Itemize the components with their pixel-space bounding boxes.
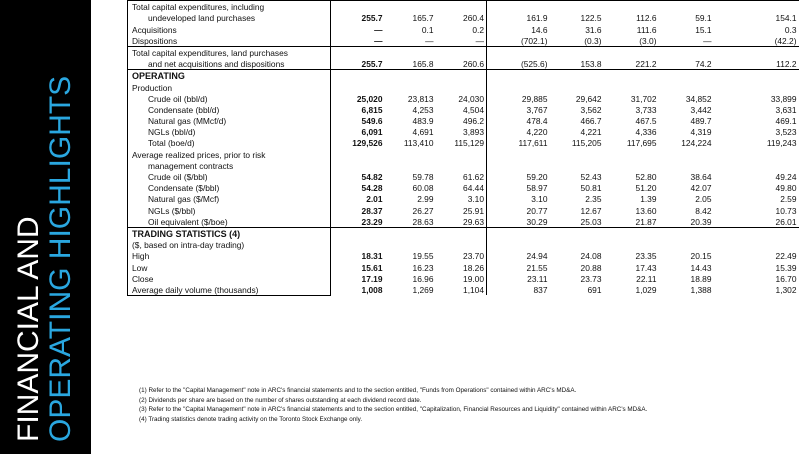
cell-value [385, 160, 436, 171]
row-label: OPERATING [128, 70, 331, 82]
table-row [128, 284, 799, 296]
row-label: Total capital expenditures, including [128, 1, 331, 13]
table-row [128, 58, 799, 70]
cell-value: 119,243 [766, 138, 797, 149]
cell-value: 49.24 [775, 172, 797, 182]
table-row [128, 126, 799, 137]
cell-value: 50.81 [580, 183, 602, 194]
cell-value [714, 70, 799, 82]
cell-value [550, 239, 604, 250]
cell-value [659, 160, 714, 171]
cell-value: 30.29 [487, 216, 550, 228]
cell-value [436, 239, 487, 250]
cell-value [659, 227, 714, 239]
table-row [128, 250, 799, 261]
row-label: Total capital expenditures, land purchases [128, 46, 331, 58]
row-label: Total (boe/d) [128, 137, 331, 148]
cell-value: 129,526 [352, 138, 383, 149]
cell-value: 3,893 [463, 127, 484, 138]
cell-value: 4,691 [412, 127, 434, 138]
table-row [128, 115, 799, 126]
row-label: Condensate ($/bbl) [128, 182, 331, 193]
cell-value: 260.4 [463, 13, 484, 24]
cell-value: 8.42 [695, 205, 712, 216]
row-label: and net acquisitions and dispositions [128, 58, 331, 70]
table-row [128, 23, 799, 34]
cell-value [604, 81, 659, 92]
cell-value: 2.01 [366, 194, 383, 205]
cell-value [436, 70, 487, 82]
cell-value [487, 227, 550, 239]
section-title-line2: OPERATING HIGHLIGHTS [44, 75, 77, 442]
footnotes [139, 386, 789, 424]
cell-value [331, 227, 385, 239]
cell-value: 12.67 [580, 205, 602, 216]
cell-value: 42.07 [690, 183, 712, 194]
cell-value: 15.39 [775, 262, 797, 273]
cell-value: 837 [487, 284, 550, 296]
cell-value: 25,020 [356, 93, 383, 104]
cell-value: 74.2 [695, 59, 712, 70]
table-row [128, 93, 799, 104]
cell-value [436, 160, 487, 171]
cell-value: 52.80 [635, 172, 657, 182]
cell-value: (3.0) [639, 35, 657, 46]
row-label: Production [128, 81, 331, 92]
cell-value: 20.88 [580, 262, 602, 273]
cell-value: 54.82 [361, 172, 383, 182]
cell-value: 52.43 [580, 172, 602, 182]
table-row [128, 137, 799, 148]
cell-value: 467.5 [635, 116, 657, 127]
cell-value: 18.26 [463, 262, 484, 273]
cell-value: 117,611 [487, 137, 550, 148]
cell-value: 0.2 [472, 24, 484, 35]
cell-value: 2.35 [585, 194, 602, 205]
row-label: Close [128, 273, 331, 284]
cell-value [659, 148, 714, 159]
cell-value: 23.35 [635, 251, 657, 262]
cell-value: 23.11 [487, 273, 550, 284]
cell-value: 1,104 [463, 285, 484, 296]
cell-value [331, 70, 385, 82]
cell-value: 0.1 [421, 24, 434, 35]
cell-value: 4,253 [412, 104, 434, 115]
cell-value [550, 70, 604, 82]
cell-value: 221.2 [635, 59, 657, 70]
cell-value: 4,336 [635, 127, 657, 138]
cell-value: 4,221 [580, 127, 602, 138]
cell-value: 23.29 [361, 216, 383, 227]
cell-value: 21.55 [487, 261, 550, 272]
cell-value: 59.20 [487, 171, 550, 182]
cell-value [331, 148, 385, 159]
cell-value: 24.08 [580, 251, 602, 262]
cell-value [714, 1, 799, 13]
cell-value: 3,562 [580, 104, 602, 115]
table-row [128, 12, 799, 23]
sidebar [0, 0, 91, 454]
cell-value: 4,504 [463, 104, 484, 115]
cell-value: 16.96 [412, 273, 434, 284]
cell-value [659, 239, 714, 250]
table-row [128, 171, 799, 182]
cell-value [604, 227, 659, 239]
cell-value: (702.1) [487, 35, 550, 47]
cell-value [550, 46, 604, 58]
cell-value: 4,319 [690, 127, 712, 138]
cell-value: 23,813 [407, 93, 434, 104]
cell-value: 1.39 [640, 194, 657, 205]
cell-value [487, 148, 550, 159]
cell-value: 122.5 [580, 13, 602, 24]
cell-value [659, 1, 714, 13]
row-label: NGLs (bbl/d) [128, 126, 331, 137]
cell-value [385, 81, 436, 92]
cell-value [436, 227, 487, 239]
cell-value [487, 70, 550, 82]
row-label: Crude oil (bbl/d) [128, 93, 331, 104]
cell-value: 26.01 [775, 216, 797, 227]
table-row [128, 273, 799, 284]
cell-value [714, 46, 799, 58]
row-label: TRADING STATISTICS (4) [128, 227, 331, 239]
cell-value: 478.4 [487, 115, 550, 126]
cell-value [436, 1, 487, 13]
highlights-table [127, 0, 799, 296]
cell-value: 60.08 [412, 183, 434, 194]
cell-value: 14.43 [690, 262, 712, 273]
cell-value [436, 148, 487, 159]
cell-value [331, 81, 385, 92]
cell-value [550, 81, 604, 92]
row-label: Low [128, 261, 331, 272]
row-label: Dispositions [128, 35, 331, 47]
cell-value [385, 227, 436, 239]
row-label: Condensate (bbl/d) [128, 104, 331, 115]
cell-value: 34,852 [685, 93, 712, 104]
cell-value [487, 160, 550, 171]
cell-value: 3.10 [487, 193, 550, 204]
cell-value: 15.61 [361, 262, 383, 273]
cell-value: 58.97 [487, 182, 550, 193]
cell-value: 1,029 [635, 285, 657, 296]
cell-value: 3,442 [690, 104, 712, 115]
cell-value [714, 227, 799, 239]
cell-value: 124,224 [681, 138, 712, 149]
cell-value: 165.7 [412, 13, 434, 24]
cell-value [487, 46, 550, 58]
cell-value: 154.1 [775, 13, 797, 24]
cell-value: 14.6 [487, 23, 550, 34]
cell-value: 16.23 [412, 262, 434, 273]
cell-value: 1,269 [412, 285, 434, 296]
cell-value: 15.1 [695, 24, 712, 35]
cell-value: 19.55 [412, 251, 434, 262]
cell-value: 24.94 [487, 250, 550, 261]
row-label: undeveloped land purchases [128, 12, 331, 23]
cell-value [604, 239, 659, 250]
cell-value: 4,220 [487, 126, 550, 137]
cell-value: 49.80 [775, 183, 797, 194]
cell-value: 3,631 [775, 104, 797, 115]
cell-value [604, 1, 659, 13]
row-label: Average realized prices, prior to risk [128, 148, 331, 159]
cell-value: 2.99 [417, 194, 434, 205]
cell-value [550, 148, 604, 159]
row-label: NGLs ($/bbl) [128, 204, 331, 215]
cell-value [487, 1, 550, 13]
cell-value: 161.9 [487, 12, 550, 23]
cell-value [487, 81, 550, 92]
cell-value [385, 148, 436, 159]
row-label: ($, based on intra-day trading) [128, 239, 331, 250]
cell-value: 111.6 [636, 24, 657, 35]
cell-value: (42.2) [774, 35, 797, 46]
cell-value: 31.6 [585, 24, 602, 35]
cell-value: 25.91 [463, 205, 484, 216]
cell-value [550, 227, 604, 239]
cell-value: 691 [587, 285, 602, 296]
cell-value: 113,410 [403, 138, 434, 149]
table-row [128, 216, 799, 228]
cell-value [714, 148, 799, 159]
cell-value: 17.19 [361, 273, 383, 284]
cell-value: — [475, 35, 484, 46]
cell-value: 3.10 [467, 194, 484, 205]
cell-value: 54.28 [361, 183, 383, 194]
cell-value: 22.49 [775, 251, 797, 262]
footnote-3: (3) Refer to the "Capital Management" note in ARC's financial statements and to the section entitled, "Capitalization, Financial Resources and Liquidity" contained within ARC's MD&A. [139, 406, 648, 413]
cell-value: 117,695 [626, 138, 657, 149]
cell-value: 1,388 [690, 285, 712, 296]
cell-value: 112.6 [636, 13, 657, 24]
cell-value: 23.70 [463, 251, 484, 262]
cell-value [714, 81, 799, 92]
row-label: Average daily volume (thousands) [128, 284, 331, 296]
cell-value: 20.77 [487, 204, 550, 215]
row-label: Natural gas ($/Mcf) [128, 193, 331, 204]
cell-value: 466.7 [580, 116, 602, 127]
cell-value: 61.62 [463, 172, 484, 182]
row-label: Natural gas (MMcf/d) [128, 115, 331, 126]
footnote-2: (2) Dividends per share are based on the number of shares outstanding at each dividend record date. [139, 396, 422, 404]
cell-value: 22.11 [636, 273, 657, 284]
cell-value: 0.3 [784, 24, 797, 35]
cell-value: 10.73 [775, 205, 797, 216]
cell-value: 489.7 [690, 116, 712, 127]
section-title-line1: FINANCIAL AND [12, 216, 45, 442]
cell-value: 28.37 [361, 205, 383, 216]
cell-value: (0.3) [584, 35, 602, 46]
cell-value [331, 1, 385, 13]
cell-value: 25.03 [580, 216, 602, 227]
table-row [128, 1, 799, 13]
cell-value: 3,733 [635, 104, 657, 115]
row-label: Oil equivalent ($/boe) [128, 216, 331, 228]
highlights-table-container [127, 0, 798, 296]
cell-value: 2.59 [780, 194, 797, 205]
cell-value: (525.6) [487, 58, 550, 70]
cell-value [385, 239, 436, 250]
table-row [128, 261, 799, 272]
cell-value: 38.64 [690, 172, 712, 182]
cell-value [714, 160, 799, 171]
cell-value [331, 160, 385, 171]
cell-value: 6,091 [361, 127, 383, 138]
table-row [128, 160, 799, 171]
cell-value [436, 81, 487, 92]
cell-value: 549.6 [361, 116, 383, 127]
row-label: Acquisitions [128, 23, 331, 34]
cell-value: 29,642 [575, 93, 602, 104]
table-row [128, 204, 799, 215]
cell-value [604, 70, 659, 82]
table-row [128, 193, 799, 204]
cell-value: 29.63 [463, 216, 484, 227]
cell-value: 255.7 [361, 59, 383, 70]
cell-value: 26.27 [412, 205, 434, 216]
table-row [128, 81, 799, 92]
cell-value: 1,302 [775, 285, 797, 296]
cell-value: 255.7 [361, 13, 383, 24]
cell-value: 19.00 [463, 273, 484, 284]
cell-value [659, 70, 714, 82]
cell-value: 3,767 [487, 104, 550, 115]
table-row [128, 239, 799, 250]
table-row [128, 35, 799, 47]
row-label: High [128, 250, 331, 261]
cell-value [331, 239, 385, 250]
cell-value: 21.87 [635, 216, 657, 227]
cell-value: 153.8 [580, 59, 602, 70]
cell-value [659, 81, 714, 92]
cell-value: 260.6 [463, 59, 484, 70]
table-row [128, 148, 799, 159]
footnote-4: (4) Trading statistics denote trading activity on the Toronto Stock Exchange only. [139, 415, 363, 423]
cell-value [385, 70, 436, 82]
cell-value [385, 46, 436, 58]
table-row [128, 227, 799, 239]
cell-value [550, 160, 604, 171]
table-row [128, 182, 799, 193]
cell-value [604, 148, 659, 159]
cell-value: 2.05 [695, 194, 712, 205]
cell-value: 51.20 [635, 183, 657, 194]
row-label: Crude oil ($/bbl) [128, 171, 331, 182]
cell-value: 115,205 [571, 138, 602, 149]
cell-value: 469.1 [775, 116, 797, 127]
cell-value: 24,030 [458, 93, 484, 104]
cell-value [659, 46, 714, 58]
cell-value [385, 1, 436, 13]
table-row [128, 70, 799, 82]
cell-value: 112.2 [776, 59, 797, 70]
cell-value [487, 239, 550, 250]
cell-value: — [374, 35, 383, 46]
cell-value [436, 46, 487, 58]
cell-value [331, 46, 385, 58]
cell-value: 3,523 [775, 127, 797, 138]
cell-value: — [425, 35, 434, 46]
cell-value: 28.63 [412, 216, 434, 227]
cell-value: 6,815 [361, 104, 383, 115]
cell-value: 16.70 [775, 273, 797, 284]
cell-value: 20.39 [690, 216, 712, 227]
cell-value: 33,899 [770, 93, 797, 104]
cell-value: 29,885 [487, 93, 550, 104]
cell-value: 20.15 [690, 251, 712, 262]
cell-value: 23.73 [580, 273, 602, 284]
table-row [128, 46, 799, 58]
cell-value: 59.1 [695, 13, 712, 24]
cell-value: 1,008 [361, 285, 383, 296]
cell-value: — [374, 24, 383, 35]
cell-value: 13.60 [635, 205, 657, 216]
cell-value: 496.2 [463, 116, 484, 127]
cell-value: 17.43 [635, 262, 657, 273]
cell-value: 18.31 [361, 251, 383, 262]
row-label: management contracts [128, 160, 331, 171]
footnote-1: (1) Refer to the "Capital Management" note in ARC's financial statements and to the section entitled, "Funds from Operations" contained within ARC's MD&A. [139, 387, 577, 394]
cell-value: 18.89 [690, 273, 712, 284]
cell-value [604, 160, 659, 171]
cell-value [550, 1, 604, 13]
cell-value: — [703, 35, 712, 46]
cell-value: 59.78 [412, 172, 434, 182]
cell-value: 64.44 [463, 183, 484, 194]
cell-value: 165.8 [412, 59, 434, 70]
cell-value: 483.9 [412, 116, 434, 127]
table-row [128, 104, 799, 115]
cell-value: 115,129 [454, 138, 484, 149]
cell-value: 31,702 [630, 93, 657, 104]
cell-value [604, 46, 659, 58]
cell-value [714, 239, 799, 250]
